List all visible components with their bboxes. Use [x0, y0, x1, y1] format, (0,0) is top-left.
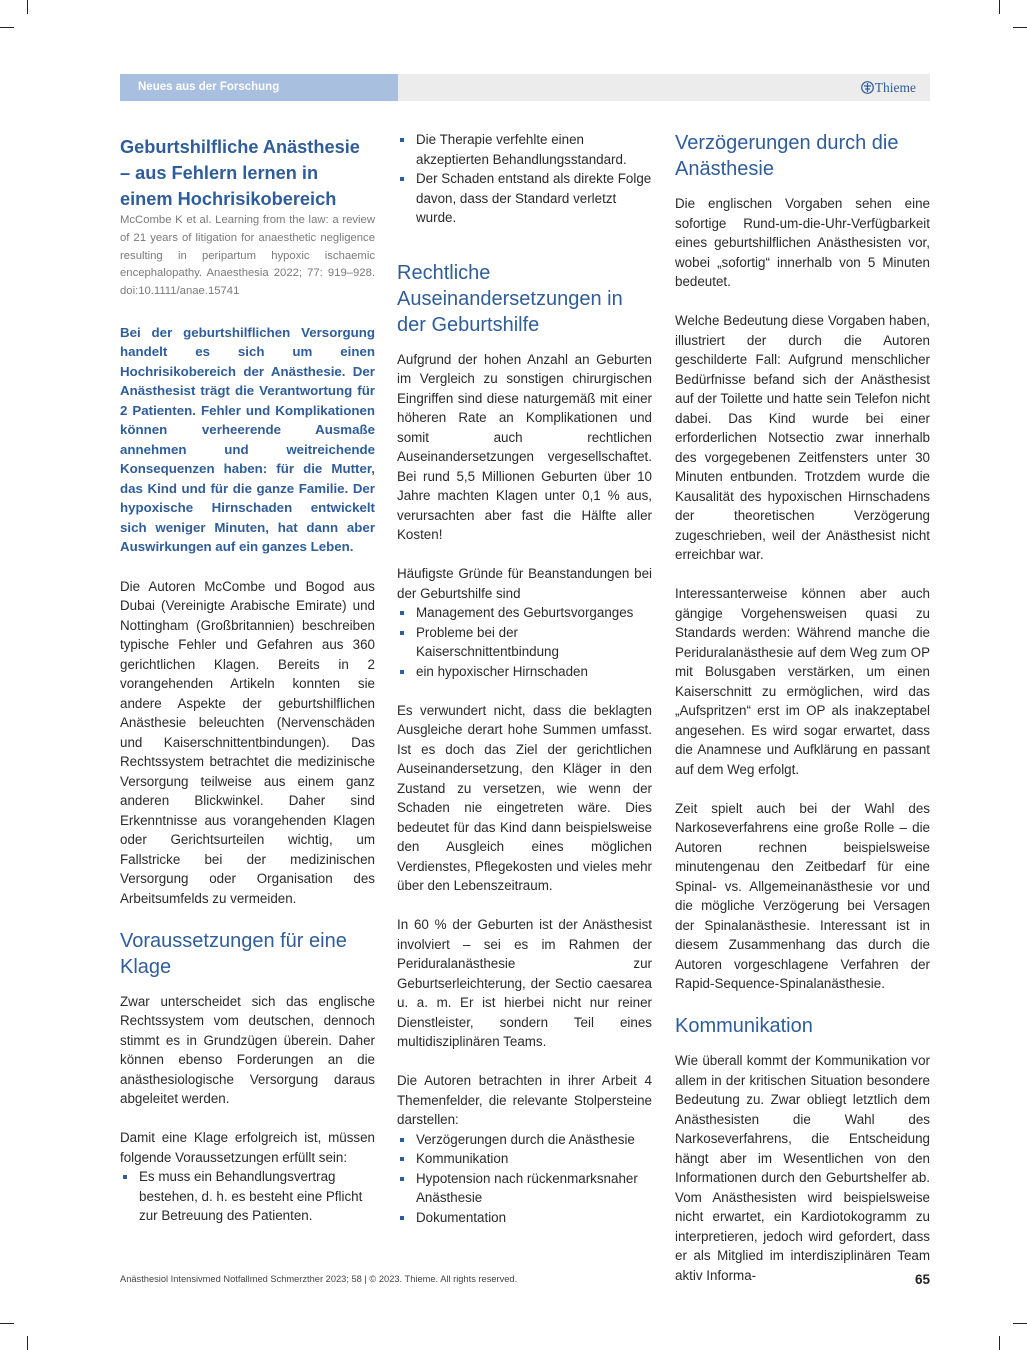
section-heading: Kommunikation [675, 1015, 813, 1037]
crop-mark [27, 1336, 28, 1350]
list-item: Es muss ein Behandlungsvertrag bestehen, d. h. es besteht eine Pflicht zur Betreuung des Patienten. [120, 1167, 375, 1226]
article-title: Geburtshilfliche Anästhesie – aus Fehlern lernen in einem Hochrisikobereich [120, 137, 360, 209]
section-heading: Voraussetzungen für eine Klage [120, 929, 347, 978]
section-heading: Rechtliche Auseinandersetzungen in der Geburtshilfe [397, 261, 623, 336]
section-label: Neues aus der Forschung [120, 74, 398, 101]
running-header [120, 74, 930, 101]
citation: McCombe K et al. Learning from the law: a review of 21 years of litigation for anaesthetic negligence resulting in peripartum hypoxic ischaemic encephalopathy. Anaesthesia 2022; 77: 919–928. doi:10.1111/anae.15741 [120, 214, 375, 298]
list-item: Der Schaden entstand als direkte Folge davon, dass der Standard verletzt wurde. [397, 169, 652, 228]
body-paragraph: Die englischen Vorgaben sehen eine sofortige Rund-um-die-Uhr-Verfügbarkeit eines geburtshilflichen Anästhesisten vor, wobei „sofortig“ innerhalb von 5 Minuten bedeutet. [675, 196, 930, 289]
crop-mark [1013, 1323, 1027, 1324]
list-item: Hypotension nach rückenmarksnaher Anästhesie [397, 1169, 652, 1208]
body-paragraph: Es verwundert nicht, dass die beklagten Ausgleiche derart hohe Summen umfasst. Ist es doch das Ziel der gerichtlichen Auseinandersetzung, den Kläger in den Zustand zu versetzen, wie wenn der Schaden nie eingetreten wäre. Dies bedeutet für das Kind dann beispielsweise den Ausgleich eines möglichen Verdienstes, Pflegekosten und vieles mehr über den Lebenszeitraum. [397, 702, 652, 893]
publisher-logo [861, 74, 916, 101]
section-heading: Verzögerungen durch die Anästhesie [675, 132, 899, 180]
crop-mark [0, 27, 14, 28]
column-2 [397, 130, 652, 1247]
crop-mark [999, 1336, 1000, 1350]
crop-mark [27, 0, 28, 14]
body-paragraph: Die Autoren betrachten in ihrer Arbeit 4 Themenfelder, die relevante Stolpersteine darstellen: [397, 1073, 652, 1127]
list-item: Probleme bei der Kaiserschnittentbindung [397, 623, 652, 662]
crop-mark [1013, 27, 1027, 28]
body-paragraph: Zwar unterscheidet sich das englische Rechtssystem vom deutschen, dennoch stimmt es in Grundzügen überein. Daher können ebenso Forderungen an die anästhesiologische Versorgung daraus abgeleitet werden. [120, 993, 375, 1107]
list-item: Dokumentation [397, 1208, 652, 1228]
page-number: 65 [914, 1272, 930, 1287]
list-item: Kommunikation [397, 1149, 652, 1169]
body-paragraph: Die Autoren McCombe und Bogod aus Dubai (Vereinigte Arabische Emirate) und Nottingham (Großbritannien) beschreiben typische Fehler und Gefahren aus 360 gerichtlichen Klagen. Bereits in 2 vorangehenden Artikeln konnten sie andere Aspekte der geburtshilflichen Anästhesie beleuchten (Nervenschäden und Kaiserschnittentbindungen). Das Rechtssystem betrachtet die medizinische Versorgung teilweise aus einem ganz anderen Blickwinkel. Daher sind Erkenntnisse aus vorangehenden Klagen oder Gerichtsurteilen wichtig, um Fallstricke bei der medizinischen Versorgung oder Organisation des Arbeitsumfelds zu vermeiden. [120, 578, 375, 906]
publisher-name: Thieme [874, 80, 916, 95]
body-paragraph: Wie überall kommt der Kommunikation vor allem in der kritischen Situation besondere Bedeutung zu. Zwar obliegt letztlich dem Anästhesisten die Wahl des Narkoseverfahrens, die Entscheidung hängt aber im Wesentlichen von den Informationen durch den Geburtshelfer ab. Vom Anästhesisten wird beispielsweise nicht erwartet, ein Kardiotokogramm zu interpretieren, jedoch wird gefordert, dass er als Mitglied im interdisziplinären Team aktiv Informa- [675, 1053, 930, 1283]
body-paragraph: In 60 % der Geburten ist der Anästhesist involviert – sei es im Rahmen der Periduralanästhesie zur Geburtserleichterung, der Sectio caesarea u. a. m. Er ist hierbei nicht nur reiner Dienstleister, sondern Teil eines multidisziplinären Teams. [397, 917, 652, 1049]
bullet-list [397, 130, 652, 228]
crop-mark [0, 1323, 14, 1324]
bullet-list [397, 1130, 652, 1228]
bullet-list [397, 603, 652, 681]
footer-journal: Anästhesiol Intensivmed Notfallmed Schmerzther 2023; 58 | © 2023. Thieme. All rights reserved. [120, 1274, 518, 1284]
body-paragraph: Damit eine Klage erfolgreich ist, müssen folgende Voraussetzungen erfüllt sein: [120, 1130, 375, 1165]
body-paragraph: Welche Bedeutung diese Vorgaben haben, illustriert der durch die Autoren geschilderte Fall: Aufgrund menschlicher Bedürfnisse befand sich der Anästhesist auf der Toilette und hatte sein Telefon nicht dabei. Das Kind wurde bei einer erforderlichen Notsectio zwar innerhalb des vorgegebenen Zeitfensters unter 30 Minuten entbunden. Trotzdem wurde die Kausalität des hypoxischen Hirnschadens der theoretischen Verzögerung zugeschrieben, weil der Anästhesist nicht erreichbar war. [675, 313, 930, 562]
list-item: Management des Geburtsvorganges [397, 603, 652, 623]
body-paragraph: Zeit spielt auch bei der Wahl des Narkoseverfahrens eine große Rolle – die Autoren rechnen beispielsweise minutengenau den Zeitbedarf für eine Spinal- vs. Allgemeinanästhesie vor und die mögliche Verzögerung bei Versagen der Spinalanästhesie. Interessant ist in diesem Zusammenhang das durch die Autoren vorgeschlagene Verfahren der Rapid-Sequence-Spinalanästhesie. [675, 800, 930, 991]
list-item: ein hypoxischer Hirnschaden [397, 662, 652, 682]
list-item: Die Therapie verfehlte einen akzeptierten Behandlungsstandard. [397, 130, 652, 169]
thieme-emblem-icon [861, 81, 874, 94]
list-item: Verzögerungen durch die Anästhesie [397, 1130, 652, 1150]
body-paragraph: Interessanterweise können aber auch gängige Vorgehensweisen quasi zu Standards werden: Während manche die Periduralanästhesie auf dem Weg zum OP mit Bolusgaben verstärken, um einen Kaiserschnitt zu ermöglichen, wird das „Aufspritzen“ erst im OP als inakzeptabel angesehen. Es wird sogar erwartet, dass die Anamnese und Aufklärung en passant auf dem Weg erfolgt. [675, 586, 930, 777]
lead-paragraph: Bei der geburtshilflichen Versorgung handelt es sich um einen Hochrisikobereich der Anästhesie. Der Anästhesist trägt die Verantwortung für 2 Patienten. Fehler und Komplikationen können verheerende Ausmaße annehmen und weitreichende Konsequenzen haben: für die Mutter, das Kind und für die ganze Familie. Der hypoxische Hirnschaden entwickelt sich weniger Minuten, hat dann aber Auswirkungen auf ein ganzes Leben. [120, 324, 375, 555]
column-1 [120, 130, 375, 1245]
body-paragraph: Häufigste Gründe für Beanstandungen bei der Geburtshilfe sind [397, 566, 652, 601]
bullet-list [120, 1167, 375, 1226]
body-paragraph: Aufgrund der hohen Anzahl an Geburten im Vergleich zu sonstigen chirurgischen Eingriffen sind diese naturgemäß mit einer höheren Rate an Komplikationen und somit auch rechtlichen Auseinandersetzungen vergesellschaftet. Bei rund 5,5 Millionen Geburten über 10 Jahre machten Klagen unter 0,1 % aus, verursachten aber fast die Hälfte aller Kosten! [397, 351, 652, 542]
column-3 [675, 130, 930, 1285]
crop-mark [999, 0, 1000, 14]
